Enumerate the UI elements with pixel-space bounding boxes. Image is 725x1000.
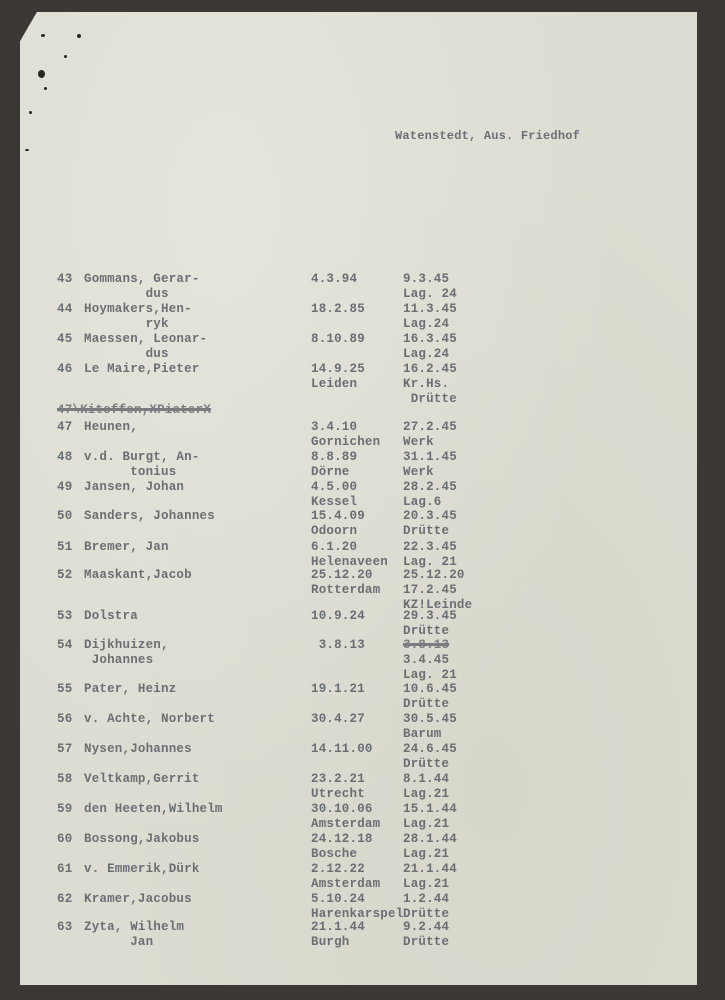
entry-death-line: 10.6.45 bbox=[403, 682, 457, 696]
entry-number: 54 bbox=[57, 638, 73, 652]
document-header: Watenstedt, Aus. Friedhof bbox=[395, 129, 581, 143]
entry-death-line: 9.3.45 bbox=[403, 272, 450, 286]
entry-death-line: 20.3.45 bbox=[403, 509, 457, 523]
entry-death bbox=[403, 609, 457, 639]
entry-number: 51 bbox=[57, 540, 73, 554]
entry-number: 45 bbox=[57, 332, 73, 346]
ink-speck bbox=[77, 34, 81, 38]
entry-birth bbox=[311, 450, 357, 480]
entry-name bbox=[84, 480, 184, 495]
entry-birth bbox=[311, 802, 380, 832]
entry-death bbox=[403, 892, 449, 922]
entry-death-line: Werk bbox=[403, 435, 434, 449]
entry-name-line: Le Maire,Pieter bbox=[84, 362, 200, 376]
entry-death-line: 16.3.45 bbox=[403, 332, 457, 346]
entry-death-line: 27.2.45 bbox=[403, 420, 457, 434]
entry-birth bbox=[311, 920, 365, 950]
entry-birth-line: Leiden bbox=[311, 377, 358, 391]
entry-death bbox=[403, 450, 457, 480]
entry-name bbox=[84, 509, 215, 524]
entry-name-line: Dolstra bbox=[84, 609, 138, 623]
entry-birth-line: 30.4.27 bbox=[311, 712, 365, 726]
entry-death bbox=[403, 712, 457, 742]
entry-name-line: Maessen, Leonar- bbox=[84, 332, 208, 346]
entry-death-line: Barum bbox=[403, 727, 442, 741]
entry-birth-line: 6.1.20 bbox=[311, 540, 358, 554]
entry-name bbox=[84, 920, 184, 950]
entry-number: 56 bbox=[57, 712, 73, 726]
entry-birth-line: 21.1.44 bbox=[311, 920, 365, 934]
entry-death bbox=[403, 272, 457, 302]
entry-birth bbox=[311, 362, 365, 392]
ink-speck bbox=[38, 70, 45, 78]
entry-death-line: 16.2.45 bbox=[403, 362, 457, 376]
entry-name bbox=[84, 332, 207, 362]
entry-birth-line: 8.10.89 bbox=[311, 332, 365, 346]
entry-death bbox=[403, 332, 457, 362]
entry-birth-line: Kessel bbox=[311, 495, 358, 509]
entry-name-line: Zyta, Wilhelm bbox=[84, 920, 185, 934]
entry-birth bbox=[311, 272, 357, 287]
entry-death bbox=[403, 568, 472, 613]
entry-death-line: 21.1.44 bbox=[403, 862, 457, 876]
entry-death bbox=[403, 772, 449, 802]
entry-number: 49 bbox=[57, 480, 73, 494]
entry-name-line: dus bbox=[84, 347, 169, 361]
entry-birth bbox=[311, 638, 365, 653]
entry-name bbox=[84, 638, 169, 668]
entry-name bbox=[84, 712, 215, 727]
entry-birth-line: 8.8.89 bbox=[311, 450, 358, 464]
entry-death-line: KZ!Leinde bbox=[403, 598, 473, 612]
entry-death-line: 1.2.44 bbox=[403, 892, 450, 906]
entry-name bbox=[84, 802, 223, 817]
entry-name bbox=[84, 272, 200, 302]
entry-death bbox=[403, 862, 457, 892]
entry-birth-line: 3.8.13 bbox=[311, 638, 365, 652]
entry-death-line: Drütte bbox=[403, 907, 450, 921]
entry-birth-line: 23.2.21 bbox=[311, 772, 365, 786]
entry-birth-line: Burgh bbox=[311, 935, 350, 949]
entry-birth bbox=[311, 509, 365, 539]
entry-death-line: Lag. 24 bbox=[403, 287, 457, 301]
entry-death-line: Drütte bbox=[403, 757, 450, 771]
entry-death bbox=[403, 302, 457, 332]
entry-name bbox=[84, 568, 192, 583]
entry-death-line: 24.6.45 bbox=[403, 742, 457, 756]
entry-number: 55 bbox=[57, 682, 73, 696]
entry-birth bbox=[311, 332, 365, 347]
entry-death-line: Drütte bbox=[403, 935, 450, 949]
entry-name-line: Gommans, Gerar- bbox=[84, 272, 200, 286]
entry-birth-line: Odoorn bbox=[311, 524, 358, 538]
entry-death-line: Lag.21 bbox=[403, 817, 450, 831]
entry-death bbox=[403, 920, 449, 950]
entry-name bbox=[84, 772, 200, 787]
entry-death-line: 15.1.44 bbox=[403, 802, 457, 816]
entry-birth-line: 30.10.06 bbox=[311, 802, 373, 816]
ink-speck bbox=[41, 34, 45, 37]
entry-death bbox=[403, 638, 457, 683]
entry-name bbox=[84, 862, 200, 877]
entry-name-line: Dijkhuizen, bbox=[84, 638, 169, 652]
entry-death-line: Lag. 21 bbox=[403, 668, 457, 682]
entry-birth-line: Amsterdam bbox=[311, 817, 381, 831]
entry-birth bbox=[311, 609, 365, 624]
entry-number: 50 bbox=[57, 509, 73, 523]
entry-name bbox=[84, 682, 176, 697]
entry-death bbox=[403, 362, 457, 407]
entry-birth bbox=[311, 742, 373, 757]
entry-number: 47 bbox=[57, 420, 73, 434]
entry-number: 52 bbox=[57, 568, 73, 582]
entry-name-line: Pater, Heinz bbox=[84, 682, 177, 696]
entry-name-line: Jan bbox=[84, 935, 154, 949]
entry-birth-line: 14.9.25 bbox=[311, 362, 365, 376]
entry-death-line: 3.8.13 bbox=[403, 638, 450, 652]
entry-number: 46 bbox=[57, 362, 73, 376]
entry-birth bbox=[311, 302, 365, 317]
entry-death-line: Drütte bbox=[403, 392, 457, 406]
entry-birth bbox=[311, 862, 380, 892]
entry-birth bbox=[311, 772, 365, 802]
entry-birth bbox=[311, 832, 373, 862]
entry-death bbox=[403, 540, 457, 570]
entry-name bbox=[84, 609, 138, 624]
entry-death-line: Lag.21 bbox=[403, 847, 450, 861]
entry-death bbox=[403, 742, 457, 772]
entry-birth-line: 4.3.94 bbox=[311, 272, 358, 286]
entry-birth-line: 19.1.21 bbox=[311, 682, 365, 696]
entry-death bbox=[403, 509, 457, 539]
entry-name-line: Bossong,Jakobus bbox=[84, 832, 200, 846]
entry-death-line: 17.2.45 bbox=[403, 583, 457, 597]
entry-death-line: Kr.Hs. bbox=[403, 377, 450, 391]
entry-death-line: 9.2.44 bbox=[403, 920, 450, 934]
entry-death-line: 8.1.44 bbox=[403, 772, 450, 786]
entry-birth-line: Gornichen bbox=[311, 435, 381, 449]
entry-death-line: Lag.21 bbox=[403, 787, 450, 801]
entry-death-line: 30.5.45 bbox=[403, 712, 457, 726]
entry-death-line: 31.1.45 bbox=[403, 450, 457, 464]
entry-birth-line: Helenaveen bbox=[311, 555, 389, 569]
entry-number: 59 bbox=[57, 802, 73, 816]
entry-death bbox=[403, 832, 457, 862]
entry-death bbox=[403, 480, 457, 510]
entry-name-line: v. Achte, Norbert bbox=[84, 712, 215, 726]
entry-name bbox=[84, 362, 200, 377]
entry-name-line: Nysen,Johannes bbox=[84, 742, 192, 756]
entry-death bbox=[403, 682, 457, 712]
entry-name-line: Bremer, Jan bbox=[84, 540, 169, 554]
entry-name bbox=[84, 420, 138, 435]
entry-name-line: Jansen, Johan bbox=[84, 480, 185, 494]
entry-name bbox=[84, 540, 169, 555]
entry-birth bbox=[311, 480, 357, 510]
entry-birth-line: Harenkarspel bbox=[311, 907, 404, 921]
entry-number: 63 bbox=[57, 920, 73, 934]
ink-speck bbox=[29, 111, 32, 114]
entry-death-line: 25.12.20 bbox=[403, 568, 465, 582]
entry-birth-line: Amsterdam bbox=[311, 877, 381, 891]
entry-birth bbox=[311, 420, 380, 450]
entry-birth-line: 10.9.24 bbox=[311, 609, 365, 623]
entry-birth bbox=[311, 568, 380, 598]
entry-number: 60 bbox=[57, 832, 73, 846]
entry-birth-line: 18.2.85 bbox=[311, 302, 365, 316]
entry-name bbox=[84, 302, 192, 332]
entry-death bbox=[403, 802, 457, 832]
entry-birth-line: 15.4.09 bbox=[311, 509, 365, 523]
entry-name-line: Veltkamp,Gerrit bbox=[84, 772, 200, 786]
entry-number: 48 bbox=[57, 450, 73, 464]
entry-name-line: v. Emmerik,Dürk bbox=[84, 862, 200, 876]
entry-birth bbox=[311, 892, 403, 922]
entry-death bbox=[403, 420, 457, 450]
entry-number: 43 bbox=[57, 272, 73, 286]
entry-death-line: Drütte bbox=[403, 624, 450, 638]
entry-birth-line: 5.10.24 bbox=[311, 892, 365, 906]
entry-birth-line: Rotterdam bbox=[311, 583, 381, 597]
entry-death-line: Lag.24 bbox=[403, 317, 450, 331]
entry-name-line: v.d. Burgt, An- bbox=[84, 450, 200, 464]
entry-number: 53 bbox=[57, 609, 73, 623]
entry-name-line: Kramer,Jacobus bbox=[84, 892, 192, 906]
entry-death-line: Lag.6 bbox=[403, 495, 442, 509]
ink-speck bbox=[44, 87, 47, 90]
entry-death-line: 3.4.45 bbox=[403, 653, 450, 667]
entry-name-line: Maaskant,Jacob bbox=[84, 568, 192, 582]
entry-birth bbox=[311, 712, 365, 727]
entry-name-line: ryk bbox=[84, 317, 169, 331]
entry-name bbox=[84, 450, 200, 480]
entry-death-line: 29.3.45 bbox=[403, 609, 457, 623]
entry-number: 61 bbox=[57, 862, 73, 876]
entry-birth-line: 24.12.18 bbox=[311, 832, 373, 846]
entry-death-line: Werk bbox=[403, 465, 434, 479]
entry-birth-line: Dörne bbox=[311, 465, 350, 479]
entry-name-line: Sanders, Johannes bbox=[84, 509, 215, 523]
entry-number: 44 bbox=[57, 302, 73, 316]
entry-name-line: den Heeten,Wilhelm bbox=[84, 802, 223, 816]
entry-death-line: 28.1.44 bbox=[403, 832, 457, 846]
ink-speck bbox=[64, 55, 67, 58]
entry-birth-line: 3.4.10 bbox=[311, 420, 358, 434]
entry-birth-line: 14.11.00 bbox=[311, 742, 373, 756]
entry-death-line: Lag.21 bbox=[403, 877, 450, 891]
struck-out-line: 47\Kiteffen,XPiaterX bbox=[57, 403, 212, 417]
ink-speck bbox=[25, 149, 29, 151]
entry-name-line: Heunen, bbox=[84, 420, 138, 434]
entry-death-line: Lag.24 bbox=[403, 347, 450, 361]
entry-name-line: Johannes bbox=[84, 653, 154, 667]
entry-death-line: Drütte bbox=[403, 697, 450, 711]
entry-name bbox=[84, 832, 200, 847]
entry-name-line: dus bbox=[84, 287, 169, 301]
entry-death-line: 28.2.45 bbox=[403, 480, 457, 494]
entry-birth-line: Utrecht bbox=[311, 787, 365, 801]
entry-number: 57 bbox=[57, 742, 73, 756]
entry-death-line: 22.3.45 bbox=[403, 540, 457, 554]
entry-birth-line: 25.12.20 bbox=[311, 568, 373, 582]
entry-birth-line: 4.5.00 bbox=[311, 480, 358, 494]
entry-name-line: tonius bbox=[84, 465, 177, 479]
entry-birth bbox=[311, 682, 365, 697]
entry-number: 62 bbox=[57, 892, 73, 906]
entry-name-line: Hoymakers,Hen- bbox=[84, 302, 192, 316]
entry-number: 58 bbox=[57, 772, 73, 786]
entry-death-line: Drütte bbox=[403, 524, 450, 538]
entry-death-line: 11.3.45 bbox=[403, 302, 457, 316]
entry-birth bbox=[311, 540, 388, 570]
entry-name bbox=[84, 892, 192, 907]
entry-birth-line: 2.12.22 bbox=[311, 862, 365, 876]
entry-death-line: Lag. 21 bbox=[403, 555, 457, 569]
entry-name bbox=[84, 742, 192, 757]
entry-birth-line: Bosche bbox=[311, 847, 358, 861]
